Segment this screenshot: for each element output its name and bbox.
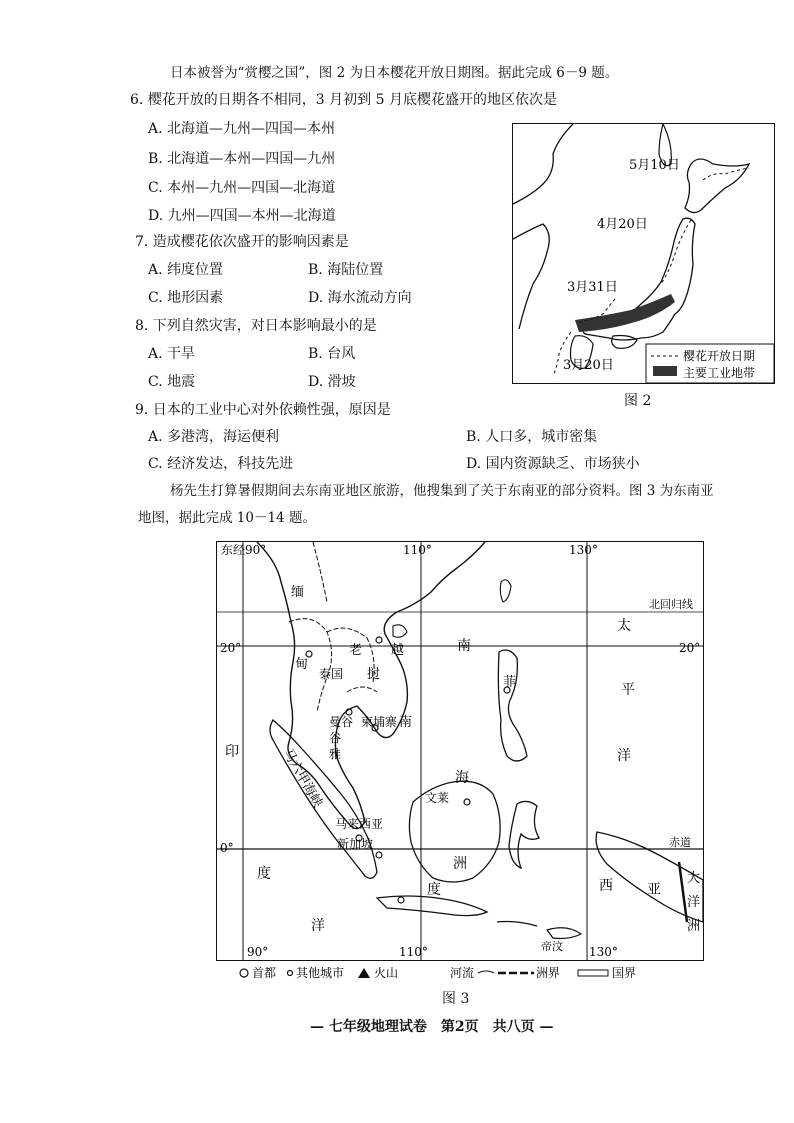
label-indian-ocean-2: 度	[257, 866, 271, 882]
label-malacca-strait: 马六甲海峡	[279, 746, 326, 811]
grid-label-top-130: 130°	[569, 543, 598, 557]
legend-border-symbol	[578, 970, 608, 976]
intro-text-2-line2: 地图，据此完成 10－14 题。	[138, 510, 316, 526]
q6-option-b[interactable]: B. 北海道—本州—四国—九州	[148, 151, 336, 167]
q8-option-c[interactable]: C. 地震	[148, 374, 196, 390]
fig2-caption: 图 2	[624, 393, 652, 409]
label-asia-zhou: 洲	[453, 856, 467, 872]
legend-other-city: 其他城市	[296, 966, 345, 980]
timor-island	[547, 928, 581, 939]
label-oceania-2: 洋	[687, 895, 701, 910]
lat-label-left-0: 0°	[220, 841, 234, 855]
q8-option-a[interactable]: A. 干旱	[148, 346, 196, 362]
grid-label-top-90: 东经90°	[221, 543, 267, 557]
industrial-belt	[575, 294, 675, 332]
q6-option-d[interactable]: D. 九州—四国—本州—北海道	[148, 208, 336, 224]
philippines-islands	[498, 650, 527, 761]
city-singapore	[376, 852, 382, 858]
q9-option-c[interactable]: C. 经济发达，科技先进	[148, 456, 294, 472]
japan-cherry-blossom-map	[512, 123, 775, 384]
label-dili: 帝汶	[541, 940, 563, 953]
taiwan-island	[500, 580, 511, 602]
q7-option-a[interactable]: A. 纬度位置	[148, 262, 224, 278]
label-jakarta-char: 雅	[329, 747, 342, 761]
q8-option-b[interactable]: B. 台风	[308, 346, 356, 362]
label-vietnam: 越	[391, 643, 405, 658]
sulawesi-island	[509, 801, 539, 868]
date-label-apr20: 4月20日	[597, 217, 648, 232]
legend-river: 河流	[450, 966, 475, 980]
label-philippines: 菲	[503, 675, 517, 690]
label-cambodia: 柬埔寨	[361, 715, 398, 729]
japan-map-drawing	[513, 124, 774, 383]
city-bandar	[464, 799, 470, 805]
legend-blossom-date: 樱花开放日期	[683, 349, 756, 363]
korea-coast	[513, 224, 549, 329]
shikoku-island	[612, 336, 637, 349]
grid-label-top-110: 110°	[403, 543, 432, 557]
mainland-coast	[513, 124, 573, 204]
label-brunei: 文莱	[425, 791, 450, 805]
label-burma-1: 缅	[291, 585, 305, 600]
legend-city-symbol	[288, 971, 293, 976]
legend-volcano-symbol	[358, 968, 370, 978]
page-footer: — 七年级地理试卷 第2页 共八页 —	[310, 1019, 554, 1035]
tropic-label: 北回归线	[649, 598, 693, 611]
city-hanoi	[376, 637, 382, 643]
intro-text-2-line1: 杨先生打算暑假期间去东南亚地区旅游，他搜集到了关于东南亚的部分资料。图 3 为东南亚	[170, 483, 714, 499]
border-cambodia	[347, 687, 377, 692]
question-8-stem: 8. 下列自然灾害，对日本影响最小的是	[135, 318, 377, 334]
lat-label-left-20: 20°	[220, 641, 242, 655]
legend-continent-boundary: 洲界	[536, 966, 561, 980]
label-indonesia-xi: 西	[599, 878, 613, 894]
label-pacific-1: 太	[617, 618, 631, 634]
label-oceania-1: 大	[687, 871, 701, 886]
hainan-island	[393, 625, 407, 637]
label-pacific-3: 洋	[617, 748, 631, 764]
date-label-may10: 5月10日	[629, 158, 680, 173]
q9-option-a[interactable]: A. 多港湾，海运便利	[148, 429, 280, 445]
legend-capital: 首都	[252, 966, 277, 980]
label-pacific-2: 平	[621, 682, 635, 698]
label-malaysia: 马来西亚	[335, 817, 384, 831]
q6-option-a[interactable]: A. 北海道—九州—四国—本州	[148, 121, 336, 137]
q9-option-d[interactable]: D. 国内资源缺乏、市场狭小	[466, 456, 640, 472]
grid-label-bottom-110: 110°	[399, 945, 428, 959]
date-label-mar20: 3月20日	[563, 358, 614, 373]
fig3-caption: 图 3	[442, 991, 470, 1007]
lat-label-right-equator: 赤道	[669, 836, 691, 849]
label-laos-2: 挝	[367, 667, 381, 682]
q7-option-c[interactable]: C. 地形因素	[148, 290, 224, 306]
date-label-mar31: 3月31日	[567, 280, 618, 295]
label-indian-ocean-1: 印	[225, 744, 239, 760]
legend-volcano: 火山	[374, 966, 399, 980]
label-south-china-sea-2: 海	[455, 770, 469, 786]
legend-national-border: 国界	[612, 966, 637, 980]
fig3-legend	[238, 964, 668, 982]
q7-option-d[interactable]: D. 海水流动方向	[308, 290, 412, 306]
java-island	[377, 896, 487, 916]
isoline-apr20	[661, 220, 691, 284]
q7-option-b[interactable]: B. 海陆位置	[308, 262, 384, 278]
intro-text-1: 日本被誉为“赏樱之国”，图 2 为日本樱花开放日期图。据此完成 6－9 题。	[170, 65, 619, 81]
legend-industrial-zone: 主要工业地带	[683, 366, 756, 380]
q9-option-b[interactable]: B. 人口多，城市密集	[466, 429, 598, 445]
question-7-stem: 7. 造成樱花依次盛开的影响因素是	[135, 234, 349, 250]
label-bangkok-2: 谷	[329, 731, 342, 745]
legend-capital-symbol	[240, 969, 248, 977]
label-indian-ocean-3: 洋	[311, 918, 325, 934]
southeast-asia-map	[216, 541, 704, 961]
question-9-stem: 9. 日本的工业中心对外依赖性强，原因是	[135, 402, 391, 418]
label-indonesia-du: 度	[427, 882, 441, 898]
border-china	[313, 542, 327, 602]
label-burma-2: 甸	[295, 657, 309, 672]
q8-option-d[interactable]: D. 滑坡	[308, 374, 356, 390]
label-thailand: 泰国	[319, 667, 344, 681]
lat-label-right-20: 20°	[679, 641, 701, 655]
question-6-stem: 6. 樱花开放的日期各不相同，3 月初到 5 月底樱花盛开的地区依次是	[130, 92, 557, 108]
hokkaido-island	[685, 159, 749, 213]
legend-river-symbol	[478, 971, 494, 973]
grid-label-bottom-130: 130°	[589, 945, 618, 959]
label-vietnam-nam: 南	[399, 715, 413, 730]
label-indonesia-ya: 亚	[647, 882, 661, 898]
label-bangkok-1: 曼谷	[329, 715, 354, 729]
legend-industrial-swatch	[653, 366, 677, 376]
label-south-china-sea-1: 南	[457, 638, 471, 654]
city-jakarta	[398, 897, 404, 903]
sea-map-drawing	[217, 542, 703, 960]
label-oceania-3: 洲	[687, 919, 701, 934]
q6-option-c[interactable]: C. 本州—九州—四国—北海道	[148, 180, 336, 196]
lesser-sunda-islands	[497, 922, 537, 927]
grid-label-bottom-90: 90°	[247, 945, 269, 959]
label-laos-1: 老	[349, 643, 363, 658]
label-singapore: 新加坡	[337, 837, 374, 851]
